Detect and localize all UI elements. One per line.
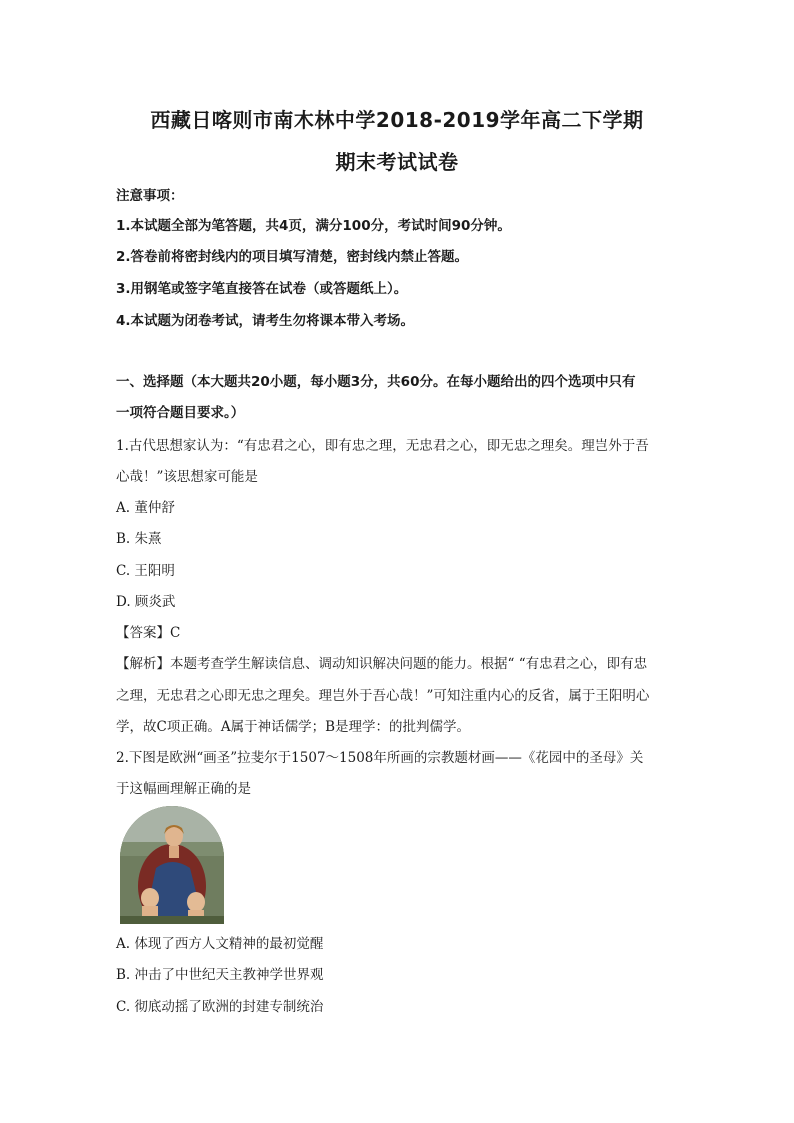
madonna-painting-image bbox=[120, 806, 224, 924]
q2-option-a: A. 体现了西方人文精神的最初觉醒 bbox=[116, 936, 324, 952]
notice-item-4: 4.本试题为闭卷考试，请考生勿将课本带入考场。 bbox=[116, 313, 415, 329]
q2-option-c: C. 彻底动摇了欧洲的封建专制统治 bbox=[116, 999, 324, 1015]
q1-stem-line1: 1.古代思想家认为：“有忠君之心，即有忠之理，无忠君之心，即无忠之理矣。理岂外于吾 bbox=[116, 438, 649, 454]
q2-stem-line2: 于这幅画理解正确的是 bbox=[116, 781, 251, 797]
q1-option-a: A. 董仲舒 bbox=[116, 500, 175, 516]
q1-analysis-line3: 学，故C项正确。A属于神话儒学；B是理学：的批判儒学。 bbox=[116, 719, 470, 735]
q2-option-b: B. 冲击了中世纪天主教神学世界观 bbox=[116, 967, 324, 983]
section1-heading-line2: 一项符合题目要求。） bbox=[116, 405, 245, 421]
q1-option-c: C. 王阳明 bbox=[116, 563, 175, 579]
exam-title-line1: 西藏日喀则市南木林中学2018-2019学年高二下学期 bbox=[150, 108, 644, 132]
notice-heading: 注意事项： bbox=[116, 188, 184, 204]
notice-item-3: 3.用钢笔或签字笔直接答在试卷（或答题纸上）。 bbox=[116, 281, 408, 297]
q1-analysis-line1: 【解析】本题考查学生解读信息、调动知识解决问题的能力。根据“ “有忠君之心，即有忠 bbox=[116, 656, 648, 672]
q1-analysis-line2: 之理，无忠君之心即无忠之理矣。理岂外于吾心哉！”可知注重内心的反省，属于王阳明心 bbox=[116, 688, 650, 704]
exam-title-line2: 期末考试试卷 bbox=[335, 150, 459, 174]
notice-item-2: 2.答卷前将密封线内的项目填写清楚，密封线内禁止答题。 bbox=[116, 249, 469, 265]
q1-option-d: D. 顾炎武 bbox=[116, 594, 176, 610]
notice-item-1: 1.本试题全部为笔答题，共4页，满分100分，考试时间90分钟。 bbox=[116, 218, 511, 234]
section1-heading-line1: 一、选择题（本大题共20小题，每小题3分，共60分。在每小题给出的四个选项中只有 bbox=[116, 374, 636, 390]
q1-stem-line2: 心哉！”该思想家可能是 bbox=[116, 469, 258, 485]
q1-answer: 【答案】C bbox=[116, 625, 181, 641]
q1-option-b: B. 朱熹 bbox=[116, 531, 162, 547]
q2-stem-line1: 2.下图是欧洲“画圣”拉斐尔于1507～1508年所画的宗教题材画——《花园中的圣母》关 bbox=[116, 750, 644, 766]
